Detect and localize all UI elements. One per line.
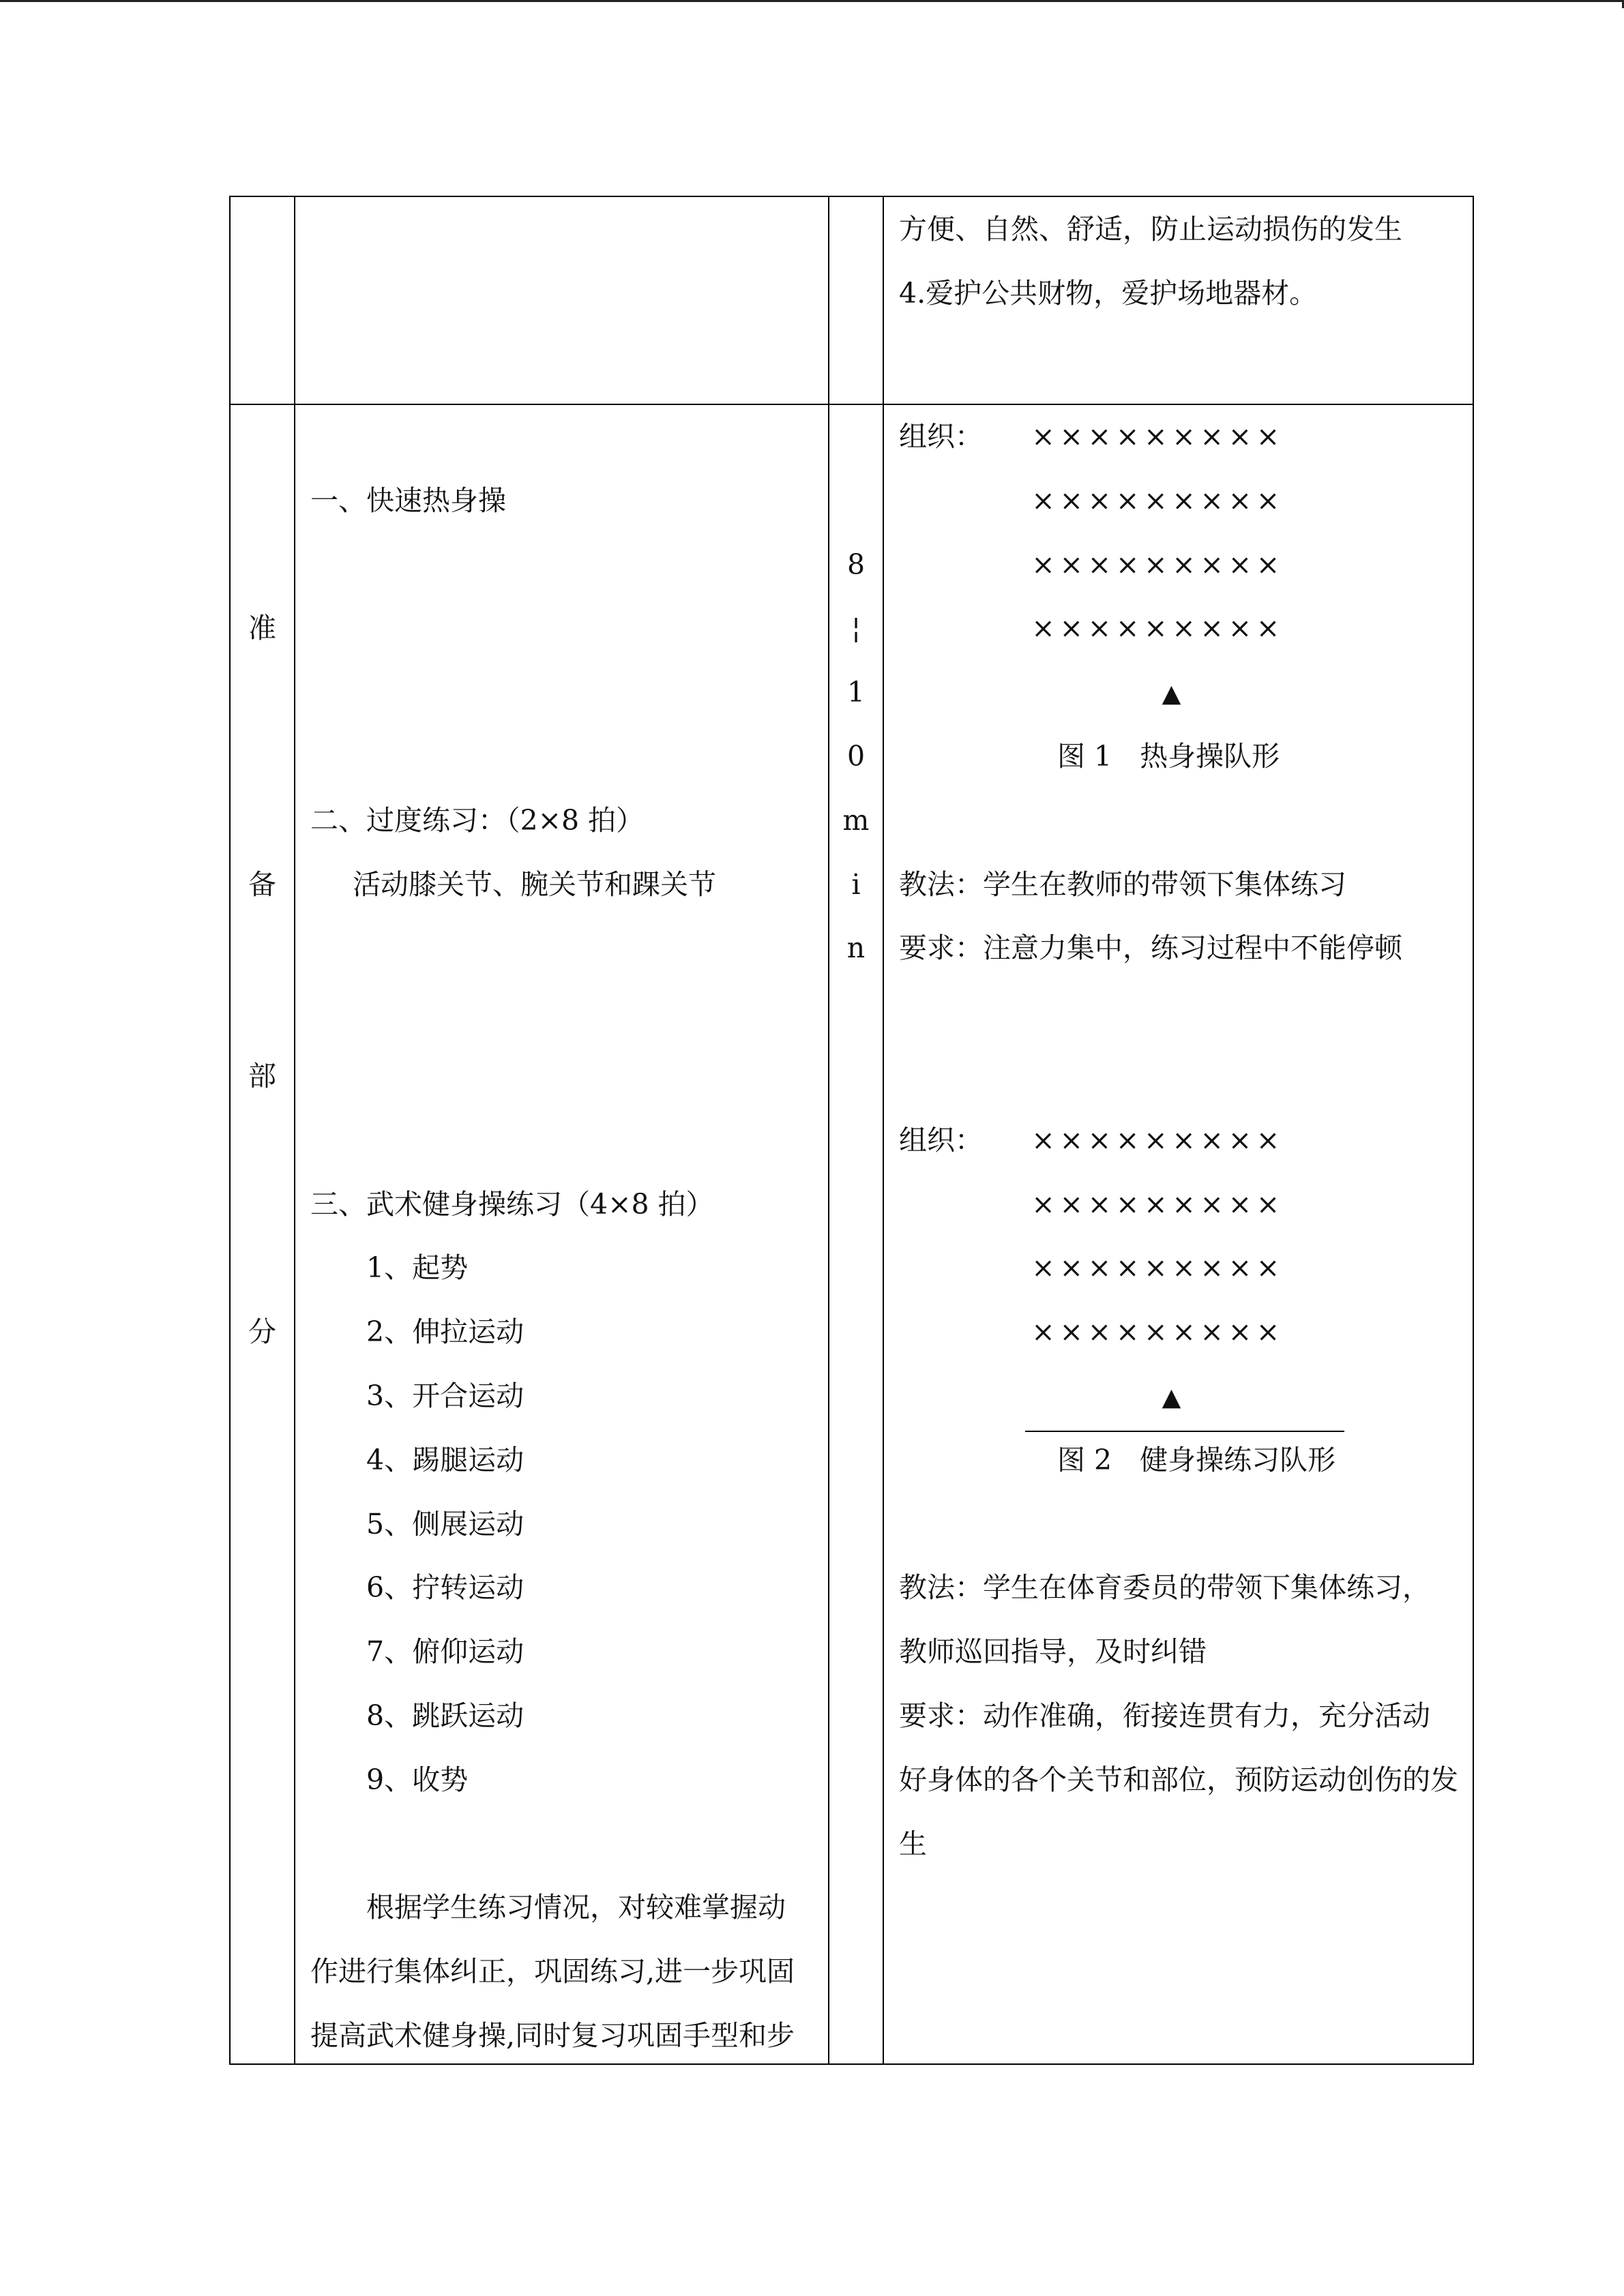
student-mark: × [1115,1251,1140,1285]
blank-line [310,405,828,469]
student-row [1029,1109,1282,1173]
organization-label: 组织： [899,1123,983,1157]
row1-section-cell [229,196,295,405]
student-mark: × [1200,483,1224,517]
page-top-edge [0,0,1624,2]
student-mark: × [1087,483,1112,517]
requirement: 生 [899,1827,927,1860]
student-mark: × [1256,483,1280,517]
organization-note: 方便、自然、舒适，防止运动损伤的发生 [899,213,1402,245]
organization-label: 组织： [899,420,983,453]
exercise-step: 6、拧转运动 [366,1571,525,1605]
content-heading: 三、武术健身操练习（4×8 拍） [310,1187,714,1221]
student-mark: × [1144,612,1168,645]
blank-line [231,469,294,533]
student-mark: × [1228,483,1252,517]
student-mark: × [1059,483,1083,517]
blank-line [899,981,1473,1045]
row1-time-cell [828,196,884,405]
student-mark: × [1115,1123,1140,1157]
student-mark: × [1172,1315,1196,1349]
student-mark: × [1087,1187,1112,1221]
student-mark: × [1115,420,1140,453]
student-mark: × [1031,612,1055,645]
blank-line [231,725,294,789]
student-mark: × [1031,1251,1055,1285]
correction-paragraph-line: 作进行集体纠正，巩固练习,进一步巩固 [310,1955,795,1988]
exercise-step: 7、俯仰运动 [366,1635,525,1669]
student-row [1029,1173,1282,1237]
section-char: 准 [248,612,276,645]
student-mark: × [1200,548,1224,581]
duration-char: 8 [846,548,866,581]
student-mark: × [1031,1315,1055,1349]
blank-line [310,1813,828,1877]
section-char: 部 [248,1059,276,1092]
teaching-method: 教法：学生在体育委员的带领下集体练习， [899,1571,1430,1605]
requirement: 要求：注意力集中，练习过程中不能停顿 [899,931,1402,965]
formation-row [899,405,1473,469]
student-mark: × [1059,1251,1083,1285]
student-row [1029,405,1282,469]
student-mark: × [1256,1123,1280,1157]
exercise-step: 1、起势 [366,1251,469,1285]
student-row [1029,1300,1282,1365]
student-mark: × [1228,548,1252,581]
student-mark: × [1144,1123,1168,1157]
student-mark: × [1172,1187,1196,1221]
student-mark: × [1228,1251,1252,1285]
exercise-step: 4、踢腿运动 [366,1443,525,1476]
blank-line [231,789,294,853]
blank-line [231,1109,294,1173]
student-mark: × [1172,483,1196,517]
teacher-triangle-icon: ▲ [1162,680,1181,709]
student-row [1029,533,1282,597]
content-heading: 一、快速热身操 [310,483,506,517]
student-mark: × [1144,483,1168,517]
exercise-step: 3、开合运动 [366,1379,525,1412]
formation-row [899,1173,1473,1237]
student-row [1029,1236,1282,1300]
student-mark: × [1228,1123,1252,1157]
student-mark: × [1228,420,1252,453]
duration-char: n [846,931,866,965]
duration-char: i [851,867,861,901]
student-mark: × [1200,420,1224,453]
section-char: 备 [248,867,276,901]
student-mark: × [1172,548,1196,581]
exercise-step: 5、侧展运动 [366,1507,525,1540]
student-mark: × [1144,420,1168,453]
student-mark: × [1200,612,1224,645]
figure-caption: 图 1 热身操队形 [1057,739,1280,773]
student-mark: × [1115,483,1140,517]
student-mark: × [1059,420,1083,453]
student-mark: × [1059,1187,1083,1221]
teacher-triangle-icon: ▲ [1162,1383,1181,1412]
student-mark: × [1200,1251,1224,1285]
student-mark: × [1087,548,1112,581]
teacher-position-row [899,661,1473,725]
blank-line [231,405,294,469]
exercise-step: 8、跳跃运动 [366,1699,525,1732]
student-mark: × [1115,548,1140,581]
blank-line [899,1493,1473,1557]
student-mark: × [1115,1187,1140,1221]
student-mark: × [1115,612,1140,645]
content-heading: 二、过度练习：（2×8 拍） [310,803,645,837]
student-mark: × [1228,1315,1252,1349]
figure-caption: 图 2 健身操练习队形 [1057,1443,1336,1476]
student-mark: × [1256,548,1280,581]
teaching-method: 教法：学生在教师的带领下集体练习 [899,867,1346,901]
requirement: 要求：动作准确，衔接连贯有力，充分活动 [899,1699,1430,1732]
content-detail: 活动膝关节、腕关节和踝关节 [353,867,716,901]
row1-organization-cell [883,196,1474,405]
student-mark: × [1256,1315,1280,1349]
blank-line [310,597,828,661]
requirement: 好身体的各个关节和部位，预防运动创伤的发 [899,1763,1458,1796]
student-mark: × [1087,1315,1112,1349]
blank-line [231,916,294,981]
student-mark: × [1115,1315,1140,1349]
student-mark: × [1031,1187,1055,1221]
duration-char: ¦ [851,612,861,645]
formation-row [899,1109,1473,1173]
blank-line [310,661,828,725]
organization-cell [883,404,1474,2065]
exercise-step: 2、伸拉运动 [366,1315,525,1349]
student-mark: × [1087,1123,1112,1157]
student-mark: × [1144,1187,1168,1221]
student-mark: × [1144,548,1168,581]
student-mark: × [1172,612,1196,645]
student-mark: × [1059,548,1083,581]
student-row [1029,469,1282,533]
student-mark: × [1200,1315,1224,1349]
blank-line [310,916,828,981]
student-mark: × [1228,612,1252,645]
student-mark: × [1087,612,1112,645]
blank-line [899,1045,1473,1109]
teaching-content-cell [294,404,829,2065]
student-mark: × [1256,612,1280,645]
blank-line [231,981,294,1045]
student-mark: × [1031,420,1055,453]
correction-paragraph-line: 根据学生练习情况，对较难掌握动 [366,1891,786,1924]
student-mark: × [1087,1251,1112,1285]
blank-line [310,725,828,789]
student-mark: × [1031,1123,1055,1157]
student-mark: × [1256,420,1280,453]
duration-char: 1 [846,676,866,709]
exercise-step: 9、收势 [366,1763,469,1796]
blank-line [310,981,828,1045]
student-mark: × [1144,1251,1168,1285]
blank-line [231,661,294,725]
formation-row [899,597,1473,661]
teaching-method: 教师巡回指导，及时纠错 [899,1635,1207,1669]
blank-line [310,1109,828,1173]
duration-vertical-text [829,533,883,981]
student-mark: × [1200,1187,1224,1221]
blank-line [231,533,294,597]
blank-line [310,533,828,597]
blank-line [310,1045,828,1109]
student-mark: × [1031,483,1055,517]
row1-content-cell [294,196,829,405]
student-mark: × [1172,1123,1196,1157]
formation-row [899,469,1473,533]
student-mark: × [1256,1187,1280,1221]
formation-row [899,1236,1473,1300]
student-mark: × [1031,548,1055,581]
section-label-cell [229,404,295,2065]
organization-note: 4.爱护公共财物，爱护场地器材。 [899,276,1318,310]
student-mark: × [1087,420,1112,453]
student-mark: × [1172,1251,1196,1285]
blank-line [231,1173,294,1237]
student-mark: × [1059,1123,1083,1157]
section-char: 分 [248,1315,276,1349]
student-row [1029,597,1282,661]
student-mark: × [1059,612,1083,645]
correction-paragraph-line: 提高武术健身操,同时复习巩固手型和步 [310,2018,795,2052]
student-mark: × [1059,1315,1083,1349]
duration-char: 0 [846,739,866,773]
duration-cell [828,404,884,2065]
student-mark: × [1200,1123,1224,1157]
formation-row [899,533,1473,597]
student-mark: × [1256,1251,1280,1285]
blank-line [899,789,1473,853]
blank-line [231,1236,294,1300]
teacher-position-row [899,1365,1473,1429]
blank-space [829,405,883,533]
student-mark: × [1228,1187,1252,1221]
student-mark: × [1172,420,1196,453]
caption-rule-line [1025,1431,1344,1432]
formation-row [899,1300,1473,1365]
student-mark: × [1144,1315,1168,1349]
duration-char: m [842,803,870,837]
